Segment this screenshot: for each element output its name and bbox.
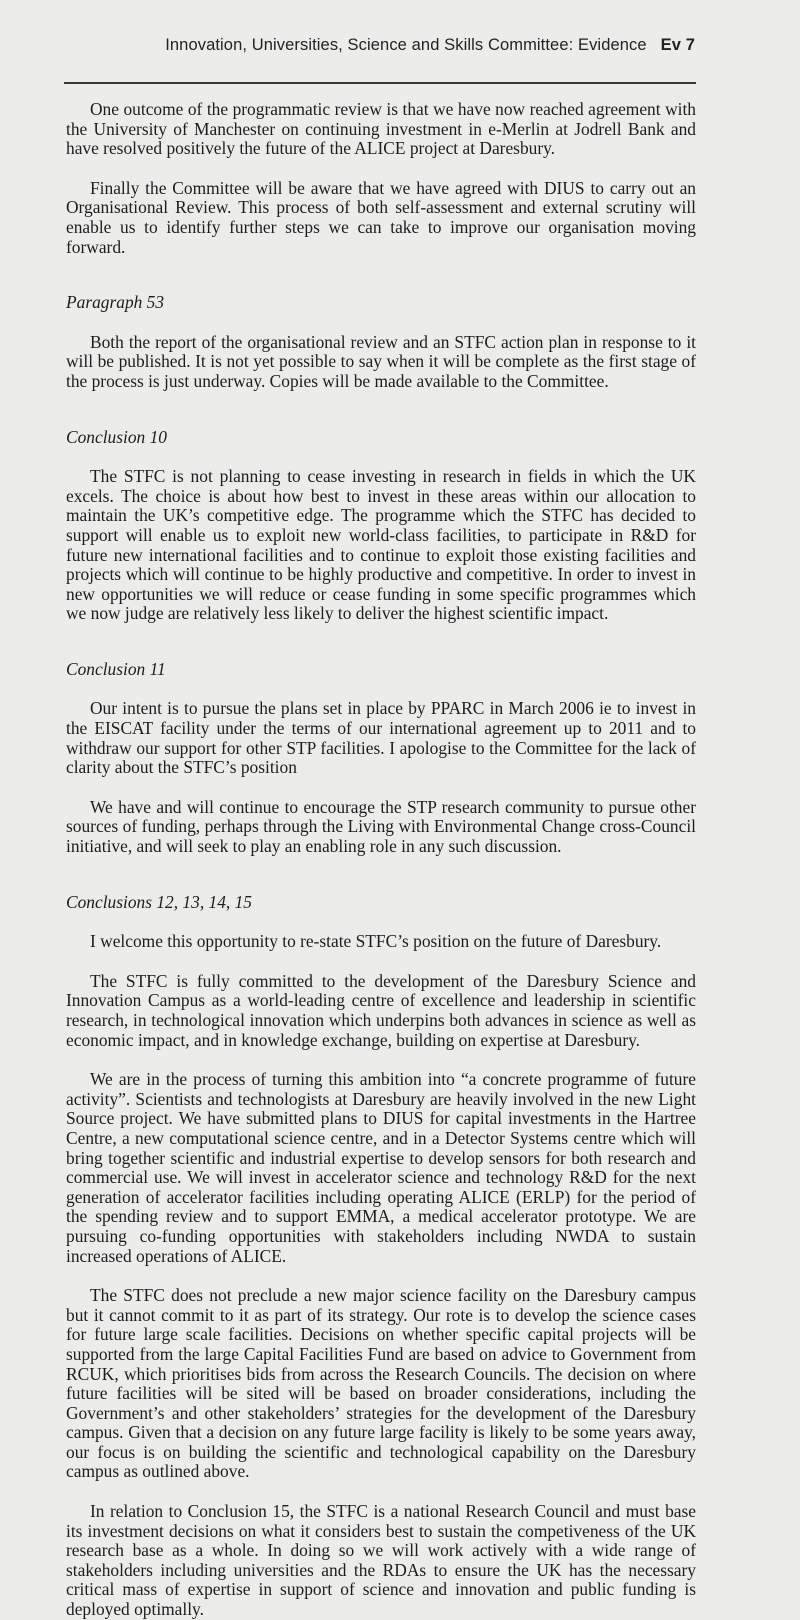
header-rule [64,82,696,84]
paragraph-conclusion-15: In relation to Conclusion 15, the STFC is a national Research Council and must base its investment decisions on what it considers best to sustain the competiveness of the UK research base as a whole. In doing so we will work actively with a wide range of stakeholders including universities and the RDAs to ensure the UK has the necessary critical mass of expertise in support of science and innovation and public funding is deployed optimally. [66,1501,696,1620]
header-title: Innovation, Universities, Science and Skills Committee: Evidence [165,36,647,54]
running-header [0,36,695,55]
paragraph-organisational-review: Finally the Committee will be aware that we have agreed with DIUS to carry out an Organisational Review. This process of both self-assessment and external scrutiny will enable us to identify further steps we can take to improve our organisation moving forward. [66,177,696,257]
paragraph-programmatic-review: One outcome of the programmatic review is that we have now reached agreement with the University of Manchester on continuing investment in e-Merlin at Jodrell Bank and have resolved positively the future of the ALICE project at Daresbury. [66,99,696,159]
paragraph-investment-choice: The STFC is not planning to cease investing in research in fields in which the UK excels. The choice is about how best to invest in these areas within our allocation to maintain the UK’s competitive edge. The programme which the STFC has decided to support will enable us to exploit new world-class facilities, to participate in R&D for future new international facilities and to continue to exploit those existing facilities and projects which will continue to be highly productive and competitive. In order to invest in new opportunities we will reduce or cease funding in some specific programmes which we now judge are relatively less likely to deliver the highest scientific impact. [66,466,696,624]
paragraph-eiscat-facility: Our intent is to pursue the plans set in place by PPARC in March 2006 ie to invest in the EISCAT facility under the terms of our international agreement up to 2011 and to withdraw our support for other STP facilities. I apologise to the Committee for the lack of clarity about the STFC’s position [66,698,696,778]
paragraph-restate-position: I welcome this opportunity to re-state STFC’s position on the future of Daresbury. [90,931,662,952]
heading-conclusions-12-15: Conclusions 12, 13, 14, 15 [66,891,252,912]
paragraph-report-publication: Both the report of the organisational review and an STFC action plan in response to it will be published. It is not yet possible to say when it will be complete as the first stage of the process is just underway. Copies will be made available to the Committee. [66,331,696,391]
page-reference: Ev 7 [660,36,695,54]
heading-conclusion-10: Conclusion 10 [66,426,167,447]
document-body [66,100,696,1620]
heading-paragraph-53: Paragraph 53 [66,292,165,313]
paragraph-stp-funding: We have and will continue to encourage the STP research community to pursue other sources of funding, perhaps through the Living with Environmental Change cross-Council initiative, and will seek to play an enabling role in any such discussion. [66,796,696,857]
paragraph-major-facility: The STFC does not preclude a new major science facility on the Daresbury campus but it cannot commit to it as part of its strategy. Our rote is to develop the science cases for future large scale facilities. Decisions on whether specific capital projects will be supported from the large Capital Facilities Fund are based on advice to Government from RCUK, which prioritises bids from across the Research Councils. The decision on where future facilities will be sited will be based on broader considerations, including the Government’s and other stakeholders’ strategies for the development of the Daresbury campus. Given that a decision on any future large facility is likely to be some years away, our focus is on building the scientific and technological capability on the Daresbury campus as outlined above. [66,1285,696,1482]
paragraph-concrete-programme: We are in the process of turning this ambition into “a concrete programme of future activity”. Scientists and technologists at Daresbury are heavily involved in the new Light Source project. We have submitted plans to DIUS for capital investments in the Hartree Centre, a new computational science centre, and in a Detector Systems centre which will bring together scientific and industrial expertise to develop sensors for both research and commercial use. We will invest in accelerator science and technology R&D for the next generation of accelerator facilities including operating ALICE (ERLP) for the period of the spending review and to support EMMA, a medical accelerator prototype. We are pursuing co-funding opportunities with stakeholders including NWDA to sustain increased operations of ALICE. [66,1069,696,1266]
paragraph-daresbury-commitment: The STFC is fully committed to the development of the Daresbury Science and Innovation Campus as a world-leading centre of excellence and leadership in scientific research, in technological innovation which underpins both advances in science as well as economic impact, and in knowledge exchange, building on expertise at Daresbury. [66,970,696,1050]
heading-conclusion-11: Conclusion 11 [66,658,166,679]
